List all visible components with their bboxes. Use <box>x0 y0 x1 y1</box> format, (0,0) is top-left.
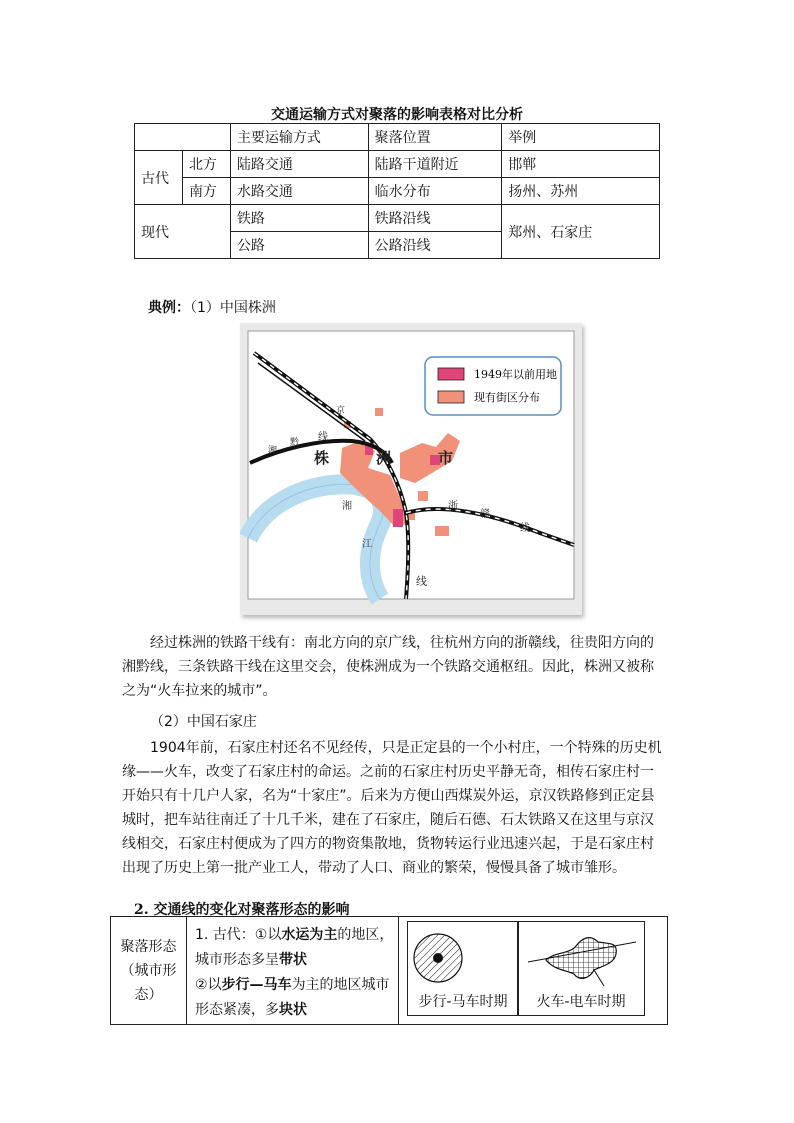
rail-label: 京 <box>336 406 346 416</box>
example-label: 典例： <box>148 300 190 316</box>
star-city-diagram <box>518 922 644 992</box>
circle-city-diagram <box>408 922 518 992</box>
south-mode: 水路交通 <box>230 178 368 205</box>
sketch-train-era <box>517 921 645 1016</box>
legend-label-current: 现有街区分布 <box>474 391 540 404</box>
rail-label: 浙 <box>448 501 458 512</box>
desc-text: ②以 <box>195 977 222 993</box>
desc-text: 为主的地区城市形态紧凑，多 <box>195 977 390 1018</box>
region-south: 南方 <box>182 178 230 205</box>
rail-label: 线 <box>520 523 530 534</box>
desc-bold: 水运为主 <box>281 927 338 943</box>
extended-city-shape <box>546 938 616 979</box>
desc-bold: 带状 <box>279 952 307 968</box>
rail-label: 湘 <box>268 446 278 456</box>
desc-text: 1. 古代：①以 <box>195 927 282 943</box>
current-block <box>435 526 449 536</box>
section-heading: 2. 交通线的变化对聚落形态的影响 <box>134 902 350 918</box>
old-land <box>393 509 403 527</box>
form-desc-cell <box>187 917 399 1024</box>
header-example: 举例 <box>502 124 660 151</box>
table-row <box>135 178 660 205</box>
table-row <box>135 151 660 178</box>
form-label-cell: 聚落形态（城市形态） <box>111 917 187 1024</box>
rail-label: 黔 <box>290 438 300 448</box>
desc-text: 的地区，城市形态多呈 <box>195 927 394 968</box>
desc-bold: 块状 <box>279 1002 307 1018</box>
zhuzhou-map <box>240 323 582 615</box>
table-cell-empty <box>135 124 231 151</box>
map-canvas <box>240 323 582 615</box>
region-north: 北方 <box>182 151 230 178</box>
rail-location: 铁路沿线 <box>368 205 502 232</box>
transport-comparison-table <box>134 123 660 259</box>
example-heading <box>148 297 276 317</box>
south-location: 临水分布 <box>368 178 502 205</box>
table-row <box>135 124 660 151</box>
current-block <box>375 408 383 416</box>
rail-branch <box>594 970 604 986</box>
sketch-label: 火车-电车时期 <box>536 994 626 1010</box>
table-row <box>135 205 660 232</box>
legend-label-old: 1949年以前用地 <box>474 368 557 381</box>
river-label: 江 <box>362 539 372 550</box>
sketch-label: 步行-马车时期 <box>418 994 508 1010</box>
table1-title: 交通运输方式对聚落的影响表格对比分析 <box>271 107 523 123</box>
sketch-walking-era <box>407 921 519 1016</box>
city-char: 洲 <box>376 449 392 467</box>
shijiazhuang-paragraph: 1904年前，石家庄村还名不见经传，只是正定县的一个小村庄，一个特殊的历史机缘——火车，改变了石家庄村的命运。之前的石家庄村历史平静无奇，相传石家庄村一开始只有十几户人家，名为“十家庄”。后来为方便山西煤炭外运，京汉铁路修到正定县城时，把车站往南迁了十几千米，建在了石家庄，随后石德、石太铁路又在这里与京汉线相交，石家庄村便成为了四方的物资集散地，货物转运行业迅速兴起，于是石家庄村出现了历史上第一批产业工人，带动了人口、商业的繁荣，慢慢具备了城市雏形。 <box>122 740 662 876</box>
map-legend <box>425 357 561 415</box>
rail-label: 线 <box>416 575 427 588</box>
desc-bold: 步行—马车 <box>221 977 292 993</box>
city-char: 株 <box>314 449 330 467</box>
example-title: （1）中国株洲 <box>190 300 276 316</box>
shijiazhuang-heading: （2）中国石家庄 <box>150 714 257 730</box>
row-label-modern: 现代 <box>135 205 231 259</box>
rail-label: 线 <box>318 432 328 443</box>
legend-swatch-current <box>438 391 464 403</box>
form-sketch-cell <box>401 917 667 1024</box>
road-location: 公路沿线 <box>368 232 502 259</box>
modern-example: 郑州、石家庄 <box>502 205 660 259</box>
current-block <box>418 491 428 501</box>
legend-swatch-old <box>438 368 464 380</box>
header-location: 聚落位置 <box>368 124 502 151</box>
rail-mode: 铁路 <box>230 205 368 232</box>
north-mode: 陆路交通 <box>230 151 368 178</box>
road-mode: 公路 <box>230 232 368 259</box>
south-example: 扬州、苏州 <box>502 178 660 205</box>
settlement-form-table <box>110 916 668 1025</box>
header-mode: 主要运输方式 <box>230 124 368 151</box>
row-label-ancient: 古代 <box>135 151 183 205</box>
rail-label: 赣 <box>480 509 490 520</box>
river-label: 湘 <box>342 501 352 512</box>
north-location: 陆路干道附近 <box>368 151 502 178</box>
zhuzhou-paragraph: 经过株洲的铁路干线有：南北方向的京广线，往杭州方向的浙赣线，往贵阳方向的湘黔线，三条铁路干线在这里交会，使株洲成为一个铁路交通枢纽。因此，株洲又被称之为“火车拉来的城市”。 <box>122 635 654 699</box>
city-char: 市 <box>438 449 454 467</box>
north-example: 邯郸 <box>502 151 660 178</box>
city-center-dot <box>433 953 443 963</box>
